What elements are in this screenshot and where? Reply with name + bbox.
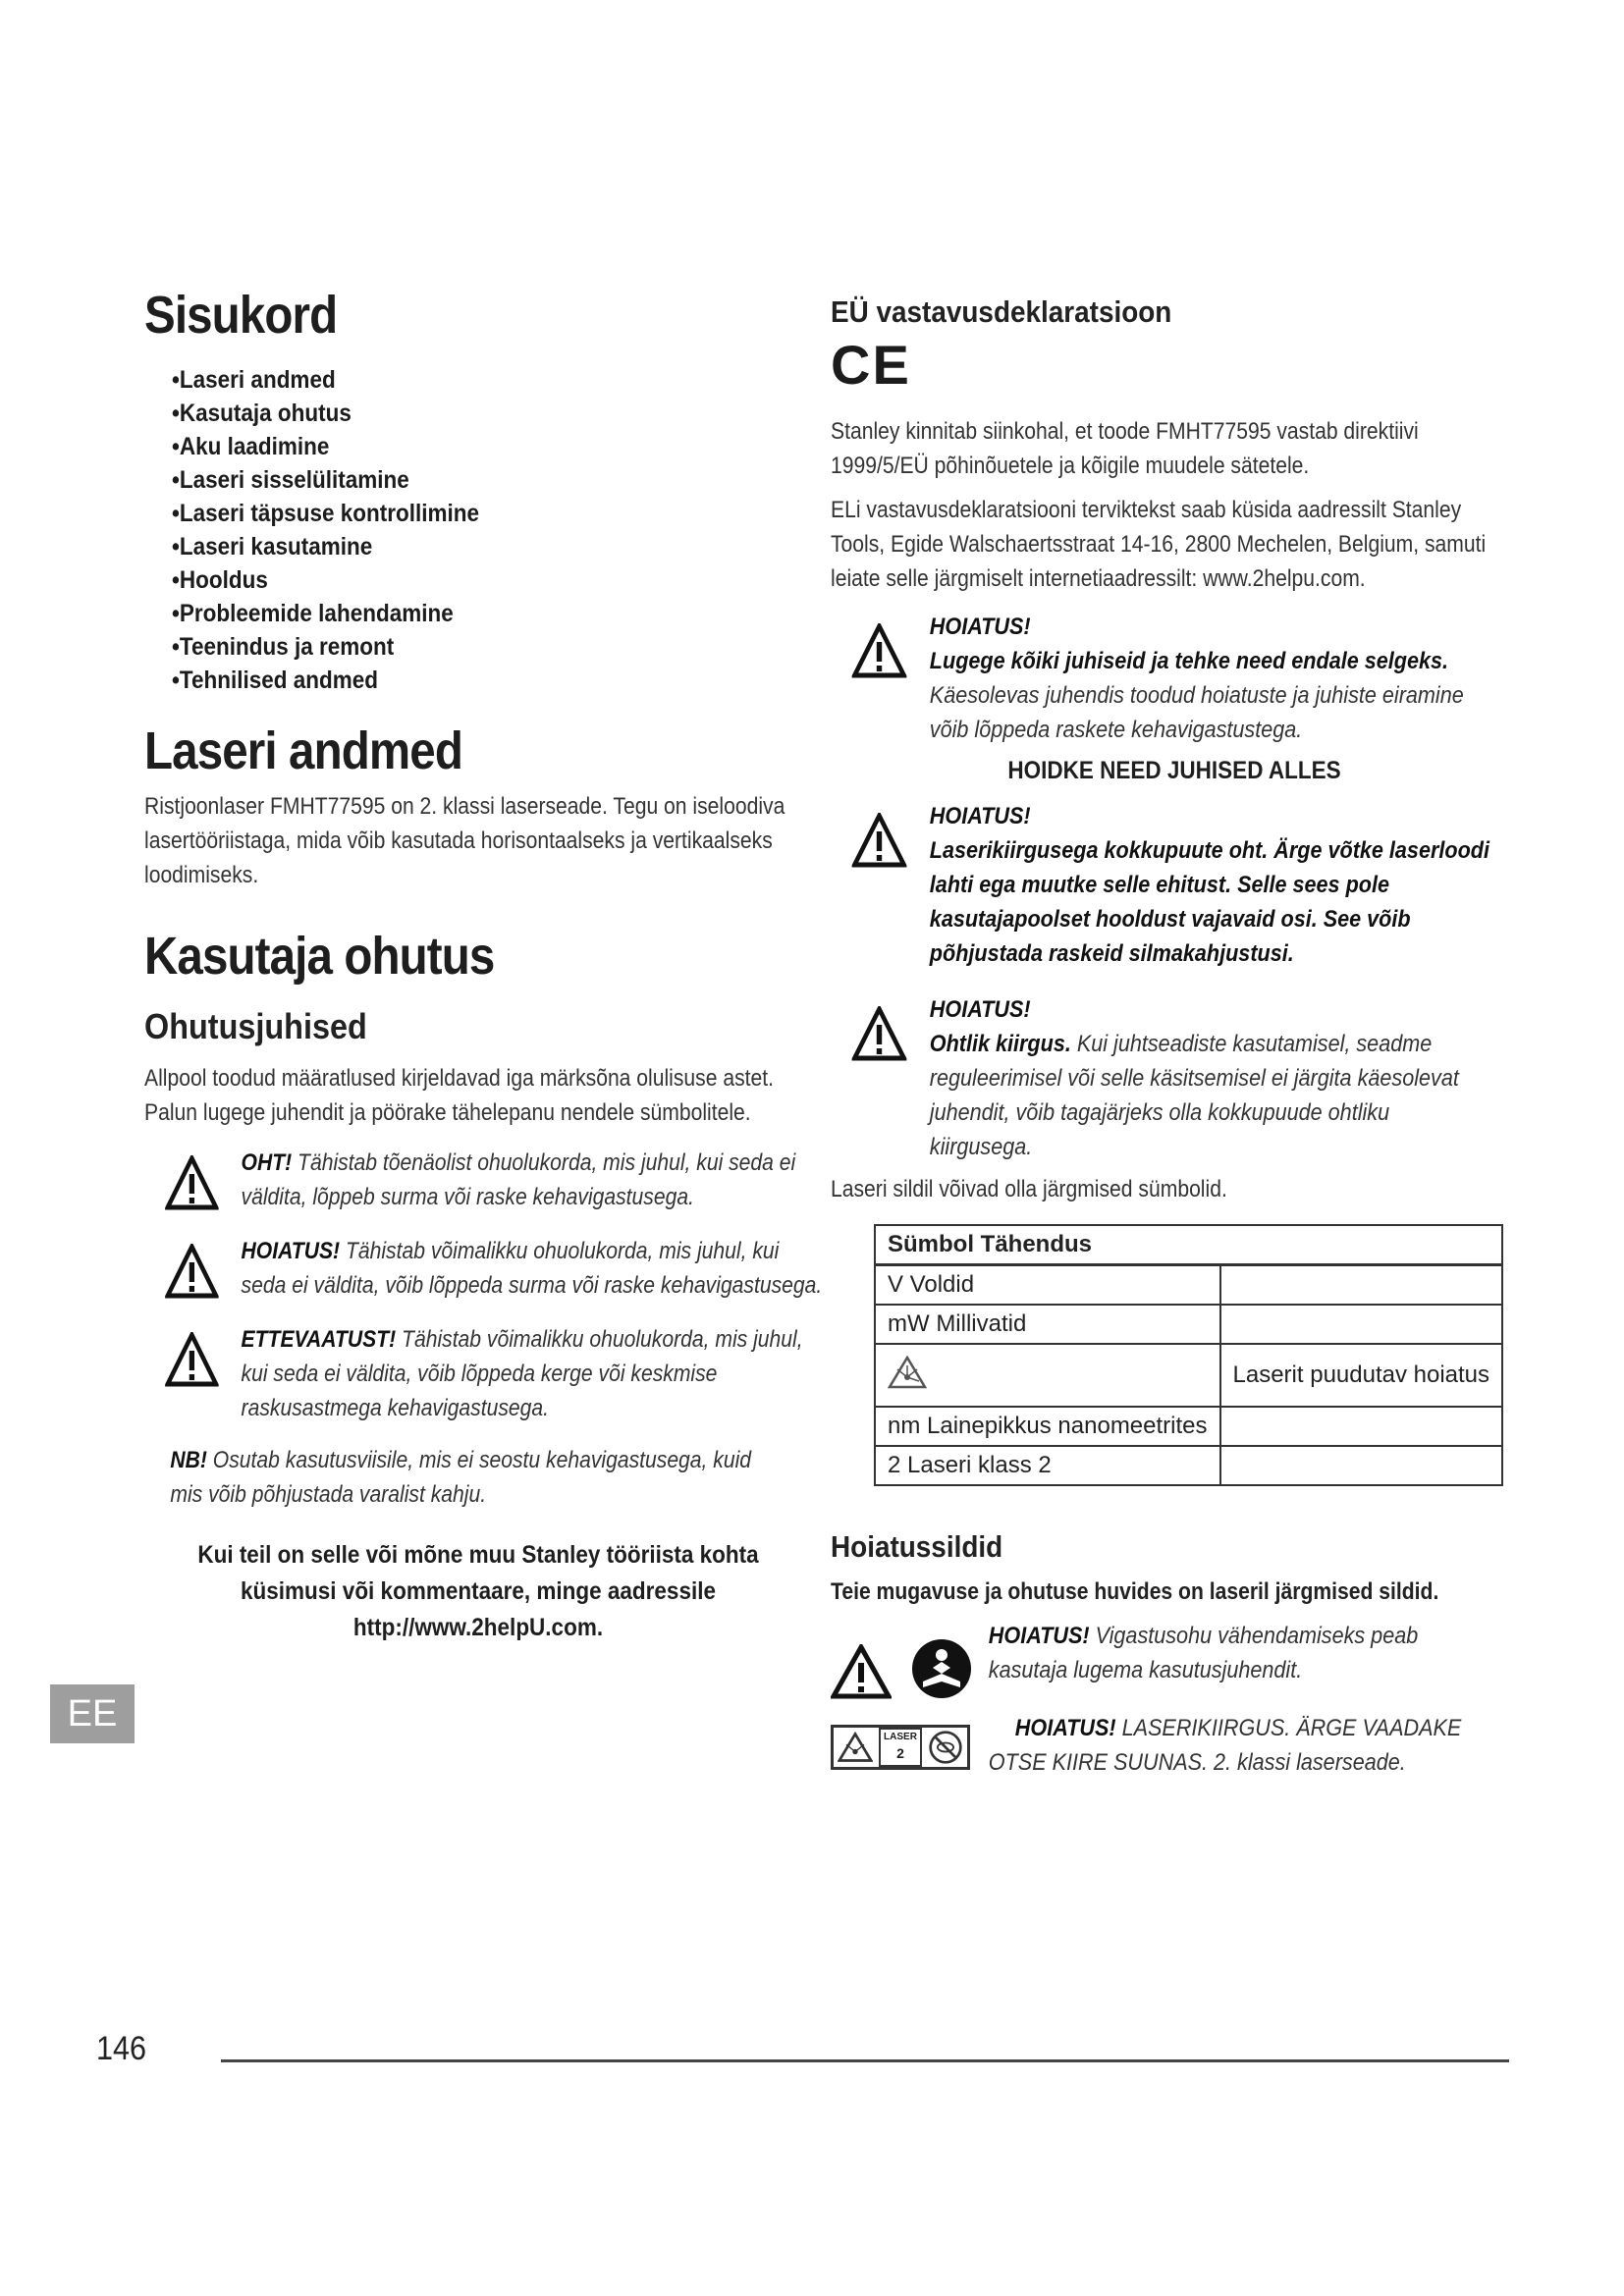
table-cell: 2 Laseri klass 2: [875, 1446, 1220, 1485]
table-cell: nm Lainepikkus nanomeetrites: [875, 1407, 1220, 1446]
laser-badge-num: 2: [896, 1745, 904, 1761]
table-row: [875, 1265, 1502, 1306]
toc-item[interactable]: • Aku laadimine: [172, 430, 748, 463]
labels-title: Hoiatussildid: [831, 1529, 1003, 1564]
warning-triangle-icon: [852, 813, 907, 868]
toc-list: [144, 363, 812, 697]
table-row: [875, 1305, 1502, 1344]
eu-warning-2-text: Laserikiirgusega kokkupuute oht. Ärge võtke laserloodi lahti ega muutke selle ehitust. Selle sees pole kasutajapoolset hooldust vajavaid osi. See võib põhjustada raskeid silmakahjustusi.: [929, 837, 1489, 967]
warning-triangle-icon: [852, 1006, 907, 1061]
warning-triangle-icon: [165, 1244, 219, 1299]
nb-text: Osutab kasutusviisile, mis ei seostu kehavigastusega, kuid mis võib põhjustada varalist kahju.: [170, 1447, 752, 1508]
eu-warning-1-bold: Lugege kõiki juhiseid ja tehke need endale selgeks.: [929, 648, 1448, 674]
symbol-table-header: Sümbol Tähendus: [875, 1225, 1502, 1265]
eu-warning-3-text: Kui juhtseadiste kasutamisel, seadme reguleerimisel või selle käsitsemisel ei järgita käesolevat juhendit, võib tagajärjeks olla kokkupuude ohtliku kiirgusega.: [929, 1031, 1459, 1160]
label-2-text: LASERIKIIRGUS. ÄRGE VAADAKE OTSE KIIRE SUUNAS. 2. klassi laserseade.: [988, 1715, 1462, 1776]
table-cell: Laserit puudutav hoiatus: [1220, 1344, 1503, 1407]
table-cell: V Voldid: [875, 1265, 1220, 1306]
warning-label: HOIATUS!: [241, 1238, 341, 1264]
eu-warning-3-label: HOIATUS!: [929, 996, 1031, 1023]
toc-item[interactable]: • Probleemide lahendamine: [172, 597, 748, 630]
laser-hazard-icon: [838, 1732, 873, 1763]
table-cell: [1220, 1265, 1503, 1306]
caution-notice: [144, 1322, 829, 1425]
table-row: [875, 1407, 1502, 1446]
danger-label: OHT!: [241, 1149, 293, 1176]
laser-hazard-icon: [888, 1356, 927, 1389]
eu-warning-2-label: HOIATUS!: [929, 803, 1031, 829]
warning-triangle-icon: [831, 1644, 892, 1699]
eu-p2: ELi vastavusdeklaratsiooni terviktekst saab küsida aadressilt Stanley Tools, Egide Walschaertsstraat 14-16, 2800 Mechelen, Belgium, samuti leiate selle järgmiselt internetiaadressilt: www.2helpu.com.: [831, 497, 1487, 592]
label-intro: Laseri sildil võivad olla järgmised sümbolid.: [831, 1176, 1227, 1202]
toc-item[interactable]: • Laseri sisselülitamine: [172, 463, 748, 497]
footer-divider: [221, 2059, 1509, 2062]
table-cell: [1220, 1407, 1503, 1446]
laser-info-text: Ristjoonlaser FMHT77595 on 2. klassi laserseade. Tegu on iseloodiva lasertööriistaga, mida võib kasutada horisontaalseks ja vertikaalseks loodimiseks.: [144, 793, 785, 888]
labels-intro: Teie mugavuse ja ohutuse huvides on laseril järgmised sildid.: [831, 1578, 1439, 1605]
eu-warning-3: [831, 992, 1495, 1164]
toc-item[interactable]: • Laseri andmed: [172, 363, 748, 397]
eu-warning-3-bold: Ohtlik kiirgus.: [929, 1031, 1071, 1057]
symbol-table: [874, 1224, 1503, 1486]
nb-notice: [144, 1443, 775, 1512]
toc-item[interactable]: • Hooldus: [172, 563, 748, 597]
table-row: [875, 1225, 1502, 1265]
toc-item[interactable]: • Kasutaja ohutus: [172, 397, 748, 430]
caution-text: Tähistab võimalikku ohuolukorda, mis juhul, kui seda ei väldita, võib lõppeda kerge või keskmise raskusastmega kehavigastusega.: [241, 1326, 803, 1421]
toc-title: Sisukord: [144, 286, 338, 345]
label-2: [831, 1711, 1538, 1780]
left-column: [144, 285, 823, 1646]
laser-info-title: Laseri andmed: [144, 721, 462, 780]
toc-item[interactable]: • Tehnilised andmed: [172, 664, 748, 697]
table-cell: mW Millivatid: [875, 1305, 1220, 1344]
toc-item[interactable]: • Laseri täpsuse kontrollimine: [172, 497, 748, 530]
caution-label: ETTEVAATUST!: [241, 1326, 397, 1353]
table-row: [875, 1344, 1502, 1407]
eu-warning-1-label: HOIATUS!: [929, 614, 1031, 640]
table-cell: [1220, 1305, 1503, 1344]
language-tab: EE: [50, 1684, 135, 1743]
label-1-text: Vigastusohu vähendamiseks peab kasutaja lugema kasutusjuhendit.: [988, 1623, 1419, 1683]
toc-item[interactable]: • Laseri kasutamine: [172, 530, 748, 563]
laser-badge-top: LASER: [884, 1732, 917, 1742]
danger-text: Tähistab tõenäolist ohuolukorda, mis juhul, kui seda ei väldita, lõppeb surma või raske kehavigastusega.: [241, 1149, 796, 1210]
contact-note: Kui teil on selle või mõne muu Stanley tööriista kohta küsimusi või kommentaare, minge aadressile http://www.2helpU.com.: [197, 1541, 759, 1641]
right-column: [831, 294, 1538, 1780]
eu-warning-1-text: Käesolevas juhendis toodud hoiatuste ja juhiste eiramine võib lõppeda raskete kehavigastustega.: [929, 682, 1464, 743]
ce-mark-icon: CE: [831, 334, 911, 396]
warning-triangle-icon: [852, 623, 907, 678]
warning-triangle-icon: [165, 1155, 219, 1210]
eu-warning-1: [831, 610, 1495, 747]
keep-instructions: HOIDKE NEED JUHISED ALLES: [1007, 757, 1341, 784]
warning-text: Tähistab võimalikku ohuolukorda, mis juhul, kui seda ei väldita, võib lõppeda surma või raske kehavigastusega.: [241, 1238, 823, 1299]
label-1-label: HOIATUS!: [988, 1623, 1090, 1649]
table-cell: [1220, 1446, 1503, 1485]
table-row: [875, 1446, 1502, 1485]
page-number: 146: [96, 2030, 147, 2067]
safety-intro: Allpool toodud määratlused kirjeldavad iga märksõna olulisuse astet. Palun lugege juhendit ja pöörake tähelepanu nendele sümbolitele.: [144, 1065, 775, 1126]
user-safety-title: Kasutaja ohutus: [144, 927, 495, 986]
safety-subtitle: Ohutusjuhised: [144, 1006, 367, 1046]
label-1: [831, 1619, 1538, 1707]
label-2-label: HOIATUS!: [1014, 1715, 1116, 1741]
warning-notice: [144, 1234, 829, 1303]
eu-title: EÜ vastavusdeklaratsioon: [831, 294, 1172, 329]
eu-warning-2: [831, 799, 1495, 971]
eu-p1: Stanley kinnitab siinkohal, et toode FMHT77595 vastab direktiivi 1999/5/EÜ põhinõuetele ja kõigile muudele sätetele.: [831, 418, 1419, 479]
warning-triangle-icon: [165, 1332, 219, 1387]
toc-item[interactable]: • Teenindus ja remont: [172, 630, 748, 664]
table-cell: [875, 1344, 1220, 1407]
danger-notice: [144, 1146, 829, 1214]
nb-label: NB!: [170, 1447, 207, 1473]
